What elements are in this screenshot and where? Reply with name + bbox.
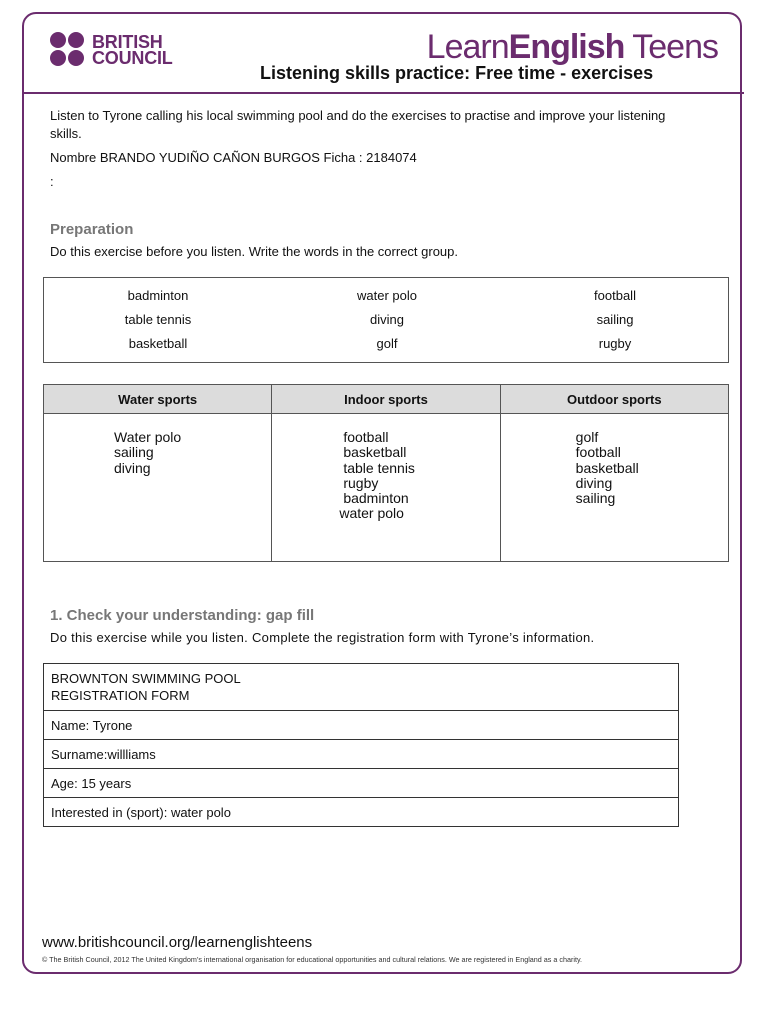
logo-english: English — [508, 28, 625, 66]
outdoor-sports-header: Outdoor sports — [500, 385, 728, 414]
word-bank-item: golf — [376, 336, 398, 351]
footer-url: www.britishcouncil.org/learnenglishteens — [42, 934, 313, 951]
word-bank-item: water polo — [357, 288, 417, 303]
water-sports-cell[interactable] — [44, 414, 272, 562]
exercise1-title: 1. Check your understanding: gap fill — [50, 607, 315, 624]
student-name-line: Nombre BRANDO YUDIÑO CAÑON BURGOS Ficha : 2184074 — [50, 150, 417, 165]
water-sports-answer: diving — [114, 459, 151, 476]
word-bank-item: football — [594, 288, 636, 303]
header-divider — [22, 92, 744, 94]
outdoor-sports-answer: golf — [575, 429, 599, 445]
brand-line-1: BRITISH — [92, 32, 163, 52]
water-sports-answer: Water polo — [114, 429, 182, 445]
indoor-sports-header: Indoor sports — [272, 385, 500, 414]
name-field[interactable]: Name: Tyrone — [44, 711, 679, 740]
indoor-sports-answer: basketball — [343, 444, 407, 461]
word-bank — [43, 277, 729, 363]
registration-form — [43, 663, 679, 827]
surname-field[interactable]: Surname:willliams — [44, 740, 679, 769]
outdoor-sports-answer: football — [575, 444, 621, 461]
british-council-dots-icon — [50, 32, 86, 68]
outdoor-sports-answer: sailing — [575, 490, 616, 507]
learnenglish-teens-logo — [427, 28, 718, 67]
indoor-sports-answer: table tennis — [343, 459, 415, 476]
logo-learn: Learn — [426, 28, 509, 66]
outdoor-sports-cell[interactable] — [500, 414, 728, 562]
preparation-title: Preparation — [50, 221, 134, 238]
word-bank-item: basketball — [128, 336, 188, 351]
age-field[interactable]: Age: 15 years — [44, 769, 679, 798]
british-council-logo — [50, 32, 173, 68]
water-sports-answer: sailing — [114, 444, 154, 461]
indoor-sports-answer: rugby — [343, 474, 379, 491]
brand-line-2: COUNCIL — [92, 48, 173, 68]
logo-teens: Teens — [624, 28, 718, 66]
word-bank-item: diving — [370, 312, 404, 327]
sports-groups-table — [43, 384, 729, 562]
form-title-line-1: BROWNTON SWIMMING POOL — [51, 671, 241, 686]
word-bank-item: table tennis — [124, 312, 192, 327]
interested-sport-field[interactable]: Interested in (sport): water polo — [44, 798, 679, 827]
outdoor-sports-answer: diving — [575, 474, 613, 491]
water-sports-header: Water sports — [44, 385, 272, 414]
colon-line: : — [50, 174, 54, 189]
form-title-line-2: REGISTRATION FORM — [51, 688, 190, 703]
word-bank-item: sailing — [596, 312, 634, 327]
form-title-cell — [44, 664, 679, 711]
indoor-sports-cell[interactable] — [272, 414, 500, 562]
document-title: Listening skills practice: Free time - exercises — [260, 63, 654, 83]
exercise1-instruction: Do this exercise while you listen. Complete the registration form with Tyrone’s information. — [50, 630, 595, 645]
footer-legal: © The British Council, 2012 The United Kingdom’s international organisation for educational opportunities and cultural relations. We are registered in England as a charity. — [42, 955, 583, 964]
preparation-instruction: Do this exercise before you listen. Write the words in the correct group. — [50, 244, 459, 259]
intro-text: Listen to Tyrone calling his local swimming pool and do the exercises to practise and improve your listening skills. — [50, 108, 666, 141]
word-bank-item: badminton — [127, 288, 189, 303]
word-bank-item: rugby — [598, 336, 632, 351]
outdoor-sports-answer: basketball — [575, 459, 639, 476]
indoor-sports-answer: water polo — [339, 505, 404, 522]
indoor-sports-answer: badminton — [343, 490, 409, 507]
indoor-sports-answer: football — [343, 429, 389, 445]
